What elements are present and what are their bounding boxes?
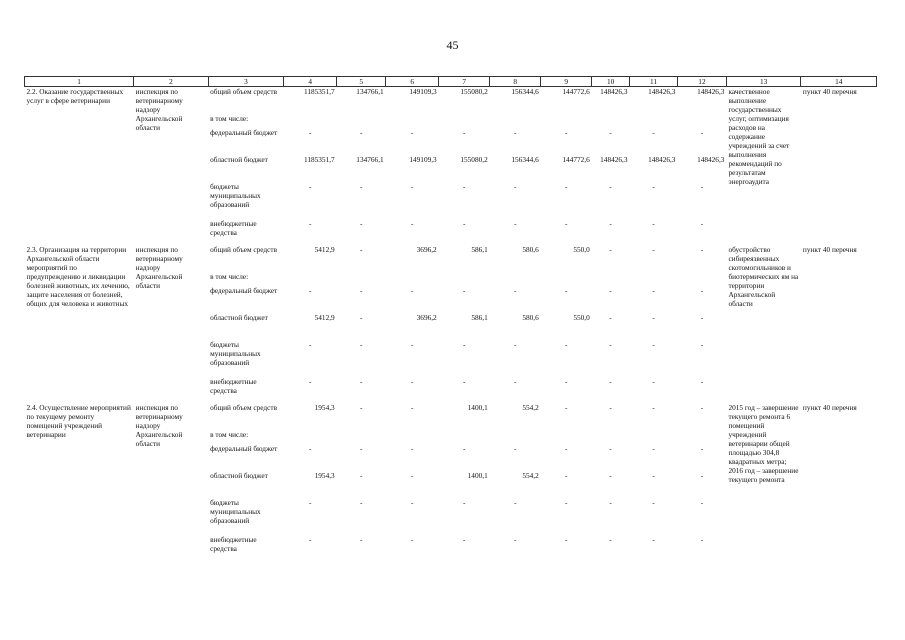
table-row xyxy=(25,245,877,272)
amount-cell: 554,2 xyxy=(522,470,539,480)
measure-name: 2.2. Оказание государственных услуг в сфере ветеринарии xyxy=(26,87,124,105)
header-row xyxy=(25,77,877,87)
amount-cell: 554,2 xyxy=(522,402,539,412)
amount-cell xyxy=(337,114,386,128)
column-header: 8 xyxy=(490,77,541,87)
amount-cell: - xyxy=(410,285,414,295)
amount-cell: - xyxy=(308,443,312,453)
column-header: 5 xyxy=(337,77,386,87)
amount-cell: 148426,3 xyxy=(600,87,628,96)
amount-cell: 5412,9 xyxy=(314,312,335,322)
funding-source: федеральный бюджет xyxy=(210,285,278,295)
amount-cell: - xyxy=(609,402,612,412)
amount-cell: - xyxy=(514,181,517,191)
amount-cell: - xyxy=(308,534,312,544)
executor: инспекция по ветеринарному надзору Архангельской области xyxy=(135,244,183,290)
amount-cell: - xyxy=(609,244,612,254)
funding-source: в том числе: xyxy=(210,271,249,281)
amount-cell: - xyxy=(652,218,655,228)
amount-cell: - xyxy=(359,376,363,386)
amount-cell: - xyxy=(700,127,704,137)
funding-source: общий объем средств xyxy=(210,87,278,96)
column-header: 12 xyxy=(677,77,726,87)
amount-cell: 148426,3 xyxy=(600,154,628,164)
amount-cell: - xyxy=(652,376,655,386)
column-header: 11 xyxy=(630,77,678,87)
amount-cell: - xyxy=(359,339,363,349)
column-header: 6 xyxy=(386,77,439,87)
measure-name: 2.3. Организация на территории Архангельской области мероприятий по предупреждению и ликвидации болезней животных, их лечению, защите населения от болезней, общих для человека и животных xyxy=(26,244,130,308)
amount-cell: - xyxy=(410,181,414,191)
amount-cell: - xyxy=(359,181,363,191)
funding-source: бюджеты муниципальных образований xyxy=(210,339,261,367)
amount-cell: - xyxy=(463,127,466,137)
amount-cell: - xyxy=(308,285,312,295)
amount-cell: - xyxy=(700,312,704,322)
amount-cell: - xyxy=(463,497,466,507)
amount-cell: 1185351,7 xyxy=(303,154,335,164)
amount-cell: - xyxy=(359,402,363,412)
amount-cell: - xyxy=(609,443,612,453)
amount-cell: - xyxy=(308,181,312,191)
amount-cell: 149109,3 xyxy=(409,87,437,96)
column-header: 1 xyxy=(25,77,134,87)
amount-cell: - xyxy=(565,402,568,412)
amount-cell xyxy=(337,272,386,286)
funding-source: федеральный бюджет xyxy=(210,127,278,137)
amount-cell: 134766,1 xyxy=(356,154,384,164)
executor: инспекция по ветеринарному надзору Архангельской области xyxy=(135,402,183,448)
amount-cell xyxy=(592,114,630,128)
amount-cell: - xyxy=(700,470,704,480)
amount-cell: 144772,6 xyxy=(562,154,590,164)
amount-cell: 1400,1 xyxy=(467,402,488,412)
amount-cell: - xyxy=(652,285,655,295)
amount-cell xyxy=(386,430,439,444)
table-row xyxy=(25,403,877,430)
amount-cell: - xyxy=(609,534,612,544)
amount-cell: - xyxy=(652,497,655,507)
expected-result: качественное выполнение государственных услуг, оптимизация расходов на содержание учреждений за счет выполнения рекомендаций по результатам энергоаудита xyxy=(728,87,790,186)
amount-cell: 550,0 xyxy=(573,312,590,322)
amount-cell: - xyxy=(308,127,312,137)
amount-cell xyxy=(490,272,541,286)
amount-cell: 1400,1 xyxy=(467,470,488,480)
funding-source: бюджеты муниципальных образований xyxy=(210,497,261,525)
amount-cell: - xyxy=(652,244,655,254)
amount-cell: - xyxy=(565,127,568,137)
amount-cell xyxy=(439,430,490,444)
funding-source: внебюджетные средства xyxy=(210,534,257,553)
amount-cell xyxy=(541,272,592,286)
funding-source: в том числе: xyxy=(210,429,249,439)
amount-cell xyxy=(386,114,439,128)
amount-cell: - xyxy=(410,402,414,412)
amount-cell xyxy=(677,272,726,286)
column-header: 10 xyxy=(592,77,630,87)
amount-cell: - xyxy=(410,534,414,544)
amount-cell: - xyxy=(565,181,568,191)
amount-cell: 586,1 xyxy=(471,244,488,254)
amount-cell xyxy=(284,114,337,128)
amount-cell: - xyxy=(700,443,704,453)
table-body xyxy=(25,87,877,557)
amount-cell: 149109,3 xyxy=(409,154,437,164)
amount-cell: 144772,6 xyxy=(562,87,590,96)
amount-cell xyxy=(284,430,337,444)
amount-cell: 550,0 xyxy=(573,244,590,254)
amount-cell: - xyxy=(565,534,568,544)
amount-cell xyxy=(439,114,490,128)
amount-cell: - xyxy=(410,497,414,507)
amount-cell: 148426,3 xyxy=(697,87,725,96)
amount-cell: - xyxy=(652,312,655,322)
amount-cell: 3696,2 xyxy=(416,244,437,254)
amount-cell: - xyxy=(652,402,655,412)
amount-cell xyxy=(337,430,386,444)
amount-cell: - xyxy=(700,285,704,295)
column-header: 9 xyxy=(541,77,592,87)
amount-cell: - xyxy=(700,534,704,544)
amount-cell xyxy=(677,430,726,444)
funding-source: областной бюджет xyxy=(210,470,268,480)
amount-cell xyxy=(490,430,541,444)
amount-cell: - xyxy=(359,470,363,480)
amount-cell: - xyxy=(652,181,655,191)
amount-cell: - xyxy=(514,218,517,228)
amount-cell xyxy=(592,430,630,444)
amount-cell: - xyxy=(410,376,414,386)
amount-cell: - xyxy=(565,497,568,507)
amount-cell: - xyxy=(514,339,517,349)
column-header: 4 xyxy=(284,77,337,87)
amount-cell: 148426,3 xyxy=(648,87,676,96)
funding-source: федеральный бюджет xyxy=(210,443,278,453)
amount-cell: - xyxy=(359,285,363,295)
amount-cell: - xyxy=(565,218,568,228)
amount-cell: - xyxy=(463,339,466,349)
amount-cell: 586,1 xyxy=(471,312,488,322)
amount-cell: - xyxy=(410,470,414,480)
funding-source: областной бюджет xyxy=(210,312,268,322)
funding-source: общий объем средств xyxy=(210,244,278,254)
reference: пункт 40 перечня xyxy=(802,402,857,412)
funding-source: внебюджетные средства xyxy=(210,218,257,237)
amount-cell: - xyxy=(609,376,612,386)
funding-source: общий объем средств xyxy=(210,402,278,412)
amount-cell: 1185351,7 xyxy=(303,87,335,96)
program-table xyxy=(24,76,877,557)
column-header: 2 xyxy=(134,77,208,87)
amount-cell: - xyxy=(609,285,612,295)
amount-cell: 5412,9 xyxy=(314,244,335,254)
amount-cell: 148426,3 xyxy=(697,154,725,164)
amount-cell: - xyxy=(565,339,568,349)
amount-cell: - xyxy=(700,218,704,228)
amount-cell xyxy=(592,272,630,286)
expected-result: 2015 год – завершение текущего ремонта 6 помещений учреждений ветеринарии общей площадью 304,8 квадратных метра; 2016 год – завершение текущего ремонта xyxy=(728,402,799,484)
amount-cell: - xyxy=(652,470,655,480)
amount-cell: - xyxy=(359,443,363,453)
funding-source: бюджеты муниципальных образований xyxy=(210,181,261,209)
amount-cell: - xyxy=(463,285,466,295)
column-header: 14 xyxy=(801,77,877,87)
amount-cell: - xyxy=(700,339,704,349)
amount-cell: - xyxy=(410,127,414,137)
amount-cell: - xyxy=(652,443,655,453)
executor: инспекция по ветеринарному надзору Архангельской области xyxy=(135,87,183,132)
amount-cell: - xyxy=(410,443,414,453)
amount-cell: 1954,3 xyxy=(314,402,335,412)
amount-cell: 134766,1 xyxy=(356,87,384,96)
amount-cell: - xyxy=(359,244,363,254)
amount-cell: 580,6 xyxy=(522,244,539,254)
amount-cell: - xyxy=(463,218,466,228)
amount-cell: - xyxy=(410,218,414,228)
amount-cell: - xyxy=(700,497,704,507)
amount-cell: - xyxy=(565,285,568,295)
expected-result: обустройство сибиреязвенных скотомогильников и биотермических ям на территории Архангельской области xyxy=(728,244,799,308)
amount-cell: - xyxy=(700,376,704,386)
amount-cell: - xyxy=(609,127,612,137)
amount-cell: - xyxy=(609,497,612,507)
amount-cell: 580,6 xyxy=(522,312,539,322)
amount-cell: - xyxy=(463,181,466,191)
amount-cell: - xyxy=(514,534,517,544)
amount-cell xyxy=(284,272,337,286)
amount-cell: - xyxy=(359,534,363,544)
amount-cell xyxy=(541,430,592,444)
amount-cell: - xyxy=(463,443,466,453)
amount-cell: - xyxy=(700,244,704,254)
amount-cell xyxy=(439,272,490,286)
amount-cell: - xyxy=(609,181,612,191)
reference: пункт 40 перечня xyxy=(802,244,857,254)
amount-cell xyxy=(630,114,678,128)
amount-cell: 148426,3 xyxy=(648,154,676,164)
funding-source: областной бюджет xyxy=(210,154,268,164)
amount-cell: - xyxy=(700,402,704,412)
amount-cell: 155080,2 xyxy=(460,154,488,164)
amount-cell: - xyxy=(308,218,312,228)
amount-cell xyxy=(630,430,678,444)
table-row xyxy=(25,87,877,114)
amount-cell: - xyxy=(514,376,517,386)
amount-cell: - xyxy=(565,376,568,386)
amount-cell: - xyxy=(308,497,312,507)
amount-cell: - xyxy=(514,127,517,137)
amount-cell: - xyxy=(565,470,568,480)
amount-cell xyxy=(630,272,678,286)
amount-cell: - xyxy=(514,443,517,453)
column-header: 13 xyxy=(726,77,800,87)
funding-source: в том числе: xyxy=(210,113,249,123)
page-number: 45 xyxy=(446,38,459,52)
amount-cell: - xyxy=(514,285,517,295)
amount-cell: - xyxy=(359,312,363,322)
amount-cell xyxy=(490,114,541,128)
amount-cell: 1954,3 xyxy=(314,470,335,480)
measure-name: 2.4. Осуществление мероприятий по текущему ремонту помещений учреждений ветеринарии xyxy=(26,402,131,439)
amount-cell xyxy=(677,114,726,128)
amount-cell: - xyxy=(700,181,704,191)
amount-cell: - xyxy=(514,497,517,507)
amount-cell: - xyxy=(308,376,312,386)
amount-cell: - xyxy=(652,127,655,137)
amount-cell: 3696,2 xyxy=(416,312,437,322)
amount-cell xyxy=(541,114,592,128)
amount-cell: - xyxy=(609,339,612,349)
amount-cell: 156344,6 xyxy=(511,87,539,96)
amount-cell: - xyxy=(652,534,655,544)
amount-cell: 155080,2 xyxy=(460,87,488,96)
amount-cell: - xyxy=(410,339,414,349)
amount-cell: - xyxy=(359,127,363,137)
column-header: 3 xyxy=(208,77,284,87)
amount-cell: - xyxy=(463,376,466,386)
funding-source: внебюджетные средства xyxy=(210,376,257,395)
amount-cell: - xyxy=(652,339,655,349)
amount-cell: - xyxy=(609,218,612,228)
amount-cell: - xyxy=(308,339,312,349)
amount-cell: 156344,6 xyxy=(511,154,539,164)
column-header: 7 xyxy=(439,77,490,87)
reference: пункт 40 перечня xyxy=(802,87,857,96)
amount-cell: - xyxy=(359,218,363,228)
amount-cell: - xyxy=(565,443,568,453)
amount-cell: - xyxy=(609,470,612,480)
amount-cell: - xyxy=(609,312,612,322)
amount-cell xyxy=(386,272,439,286)
amount-cell: - xyxy=(463,534,466,544)
amount-cell: - xyxy=(359,497,363,507)
